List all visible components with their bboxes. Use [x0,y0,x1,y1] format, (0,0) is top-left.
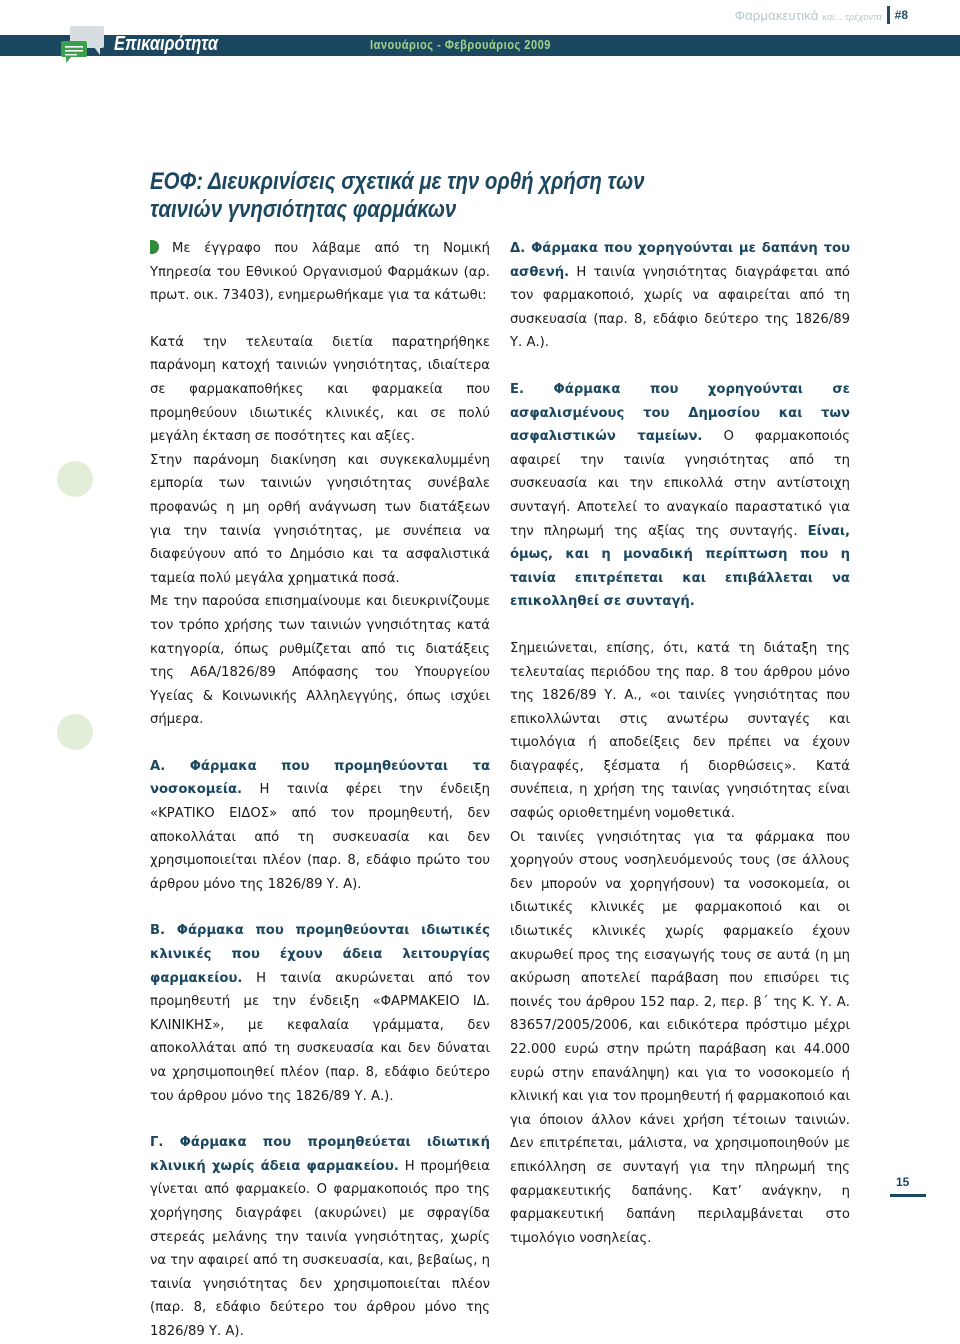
brand-main: Φαρμακευτικά [734,8,819,23]
brand-label [735,8,882,23]
section-a-heading: Α. Φάρμακα που προμηθεύονται τα νοσοκομεία. [150,758,490,798]
left-column [150,237,490,1344]
section-b-text: Η ταινία ακυρώνεται από τον προμηθευτή με την ένδειξη «ΦΑΡΜΑΚΕΙΟ ΙΔ. ΚΛΙΝΙΚΗΣ», με κεφαλαία γράμματα, δεν αποκολλάται από τη συσκευασία και δεν δύναται να χρησιμοποιηθεί πλέον (παρ. 8, εδάφιο δεύτερο του άρθρου μόνο της 1826/89 Υ. Α.). [150,970,490,1104]
paragraph: Οι ταινίες γνησιότητας για τα φάρμακα που χορηγούν στους νοσηλευόμενούς τους (σε άλλους δεν μπορούν να χορηγήσουν) τα νοσοκομεία, οι ιδιωτικές κλινικές με φαρμακοποιό και οι ιδιωτικές κλινικές χωρίς φαρμακείο έχουν ακυρωθεί προς της εισαγωγής τους σε αυτά (η μη ακύρωση αποτελεί παράβαση που επισύρει τις ποινές του άρθρου 152 παρ. 2, περ. β΄ της Κ. Υ. Α. 83657/2005/2006, και ειδικότερα πρόστιμο μέχρι 22.000 ευρώ στην πρώτη παράβαση και 44.000 ευρώ στην επανάληψη) και για το νοσοκομείο ή κλινική και για τον προμηθευτή ή φαρμακοποιό και για όποιον άλλον κάνει χρήση τέτοιων ταινιών. Δεν επιτρέπεται, μάλιστα, να χρησιμοποιηθούν με επικόλληση σε συνταγή για την πληρωμή της φαρμακευτικής δαπάνης. Κατ’ ανάγκην, η φαρμακευτική δαπάνη περιλαμβάνεται στο τιμολόγιο νοσηλείας. [510,829,850,1246]
article-title: ΕΟΦ: Διευκρινίσεις σχετικά με την ορθή χρήση των ταινιών γνησιότητας φαρμάκων [150,168,645,223]
paragraph: Στην παράνομη διακίνηση και συγκεκαλυμμένη εμπορία των ταινιών γνησιότητας συνέβαλε προφανώς η μη ορθή ανάγνωση των διατάξεων για την ταινία γνησιότητας, με συνέπεια να διαφεύγουν από το Δημόσιο και τα ασφαλιστικά ταμεία πολύ μεγάλα χρηματικά ποσά. [150,452,490,586]
intro-paragraph: Με έγγραφο που λάβαμε από τη Νομική Υπηρεσία του Εθνικού Οργανισμού Φαρμάκων (αρ. πρωτ. οικ. 73403), ενημερωθήκαμε για τα κάτωθι: [150,241,490,304]
section-d-text: Η ταινία γνησιότητας διαγράφεται από τον φαρμακοποιό, χωρίς να αφαιρείται από τη συσκευασία (παρ. 8, εδάφιο δεύτερο της 1826/89 Υ. Α.). [510,264,850,351]
page-number-underline [890,1194,926,1197]
section-e-heading: Ε. Φάρμακα που χορηγούνται σε ασφαλισμένους του Δημοσίου και των ασφαλιστικών ταμείων. [510,381,850,445]
decorative-circle-1 [57,461,93,497]
paragraph: Κατά την τελευταία διετία παρατηρήθηκε παράνομη κατοχή ταινιών γνησιότητας, ιδιαίτερα σε φαρμακαποθήκες και φαρμακεία που προμηθεύουν ιδιωτικές κλινικές, και σε πολύ μεγάλη έκταση σε ποσότητες και αξίες. [150,334,490,445]
right-column [510,237,850,1250]
section-c-text: Η προμήθεια γίνεται από φαρμακείο. Ο φαρμακοποιός προ της χορήγησης διαγράφει (ακυρώνει) με σφραγίδα στερεάς μελάνης την ταινία γνησιότητας, χωρίς να την αφαιρεί από τη συσκευασία, και, βεβαίως, η ταινία γνησιότητας δεν χρησιμοποιείται πλέον (παρ. 8, εδάφιο δεύτερο του άρθρου μόνο της 1826/89 Υ. Α). [150,1158,490,1339]
page-number: 15 [896,1175,910,1189]
section-a-text: Η ταινία φέρει την ένδειξη «ΚΡΑΤΙΚΟ ΕΙΔΟΣ» από τον προμηθευτή, δεν αποκολλάται από τη συσκευασία και δεν χρησιμοποιείται πλέον (παρ. 8, εδάφιο πρώτο του άρθρου μόνο της 1826/89 Υ. Α). [150,782,490,892]
section-b-heading: Β. Φάρμακα που προμηθεύονται ιδιωτικές κλινικές που έχουν άδεια λειτουργίας φαρμακείου. [150,923,490,986]
issue-date: Ιανουάριος - Φεβρουάριος 2009 [370,37,551,52]
section-d-heading: Δ. Φάρμακα που χορηγούνται με δαπάνη του ασθενή. [510,241,850,280]
section-d [510,237,850,355]
paragraph: Με την παρούσα επισημαίνουμε και διευκρινίζουμε τον τρόπο χρήσης των ταινιών γνησιότητας κατά κατηγορία, όπως ρυθμίζεται από τις διατάξεις της Α6Α/1826/89 Απόφασης του Υπουργείου Υγείας & Κοινωνικής Αλληλεγγύης, όπως ισχύει σήμερα. [150,594,490,728]
paragraph: Σημειώνεται, επίσης, ότι, κατά τη διάταξη της τελευταίας περιόδου της παρ. 8 του άρθρου μόνο της 1826/89 Υ. Α., «οι ταινίες γνησιότητας που επικολλώνται στις ανωτέρω συνταγές και τιμολόγια ή αποδείξεις δεν πρέπει να έχουν διαγραφές, ξέσματα ή διορθώσεις». Κατά συνέπεια, η χρήση της ταινίας γνησιότητας είναι σαφώς οριοθετημένη νομοθετικά. [510,640,850,822]
section-e-text: Ο φαρμακοποιός αφαιρεί την ταινία γνησιότητας από τη συσκευασία και την επικολλά στην αντίστοιχη συνταγή. Αποτελεί το αναγκαίο παραστατικό για την πληρωμή της αξίας της συνταγής. [510,429,850,539]
issue-number: #8 [894,8,908,22]
brand-small: και... τρέχοντα [822,12,882,22]
section-c-heading: Γ. Φάρμακα που προμηθεύεται ιδιωτική κλινική χωρίς άδεια φαρμακείου. [150,1135,490,1174]
section-a [150,755,490,897]
section-e [510,378,850,614]
section-c [150,1131,490,1343]
section-e-emphasis: Είναι, όμως, και η μοναδική περίπτωση που η ταινία επιτρέπεται και επιβάλλεται να επικολληθεί σε συνταγή. [510,523,850,610]
section-b [150,919,490,1108]
section-title: Επικαιρότητα [114,33,219,55]
decorative-circle-2 [57,714,93,750]
brand-divider [887,6,890,24]
chat-bubbles-icon [60,25,106,65]
